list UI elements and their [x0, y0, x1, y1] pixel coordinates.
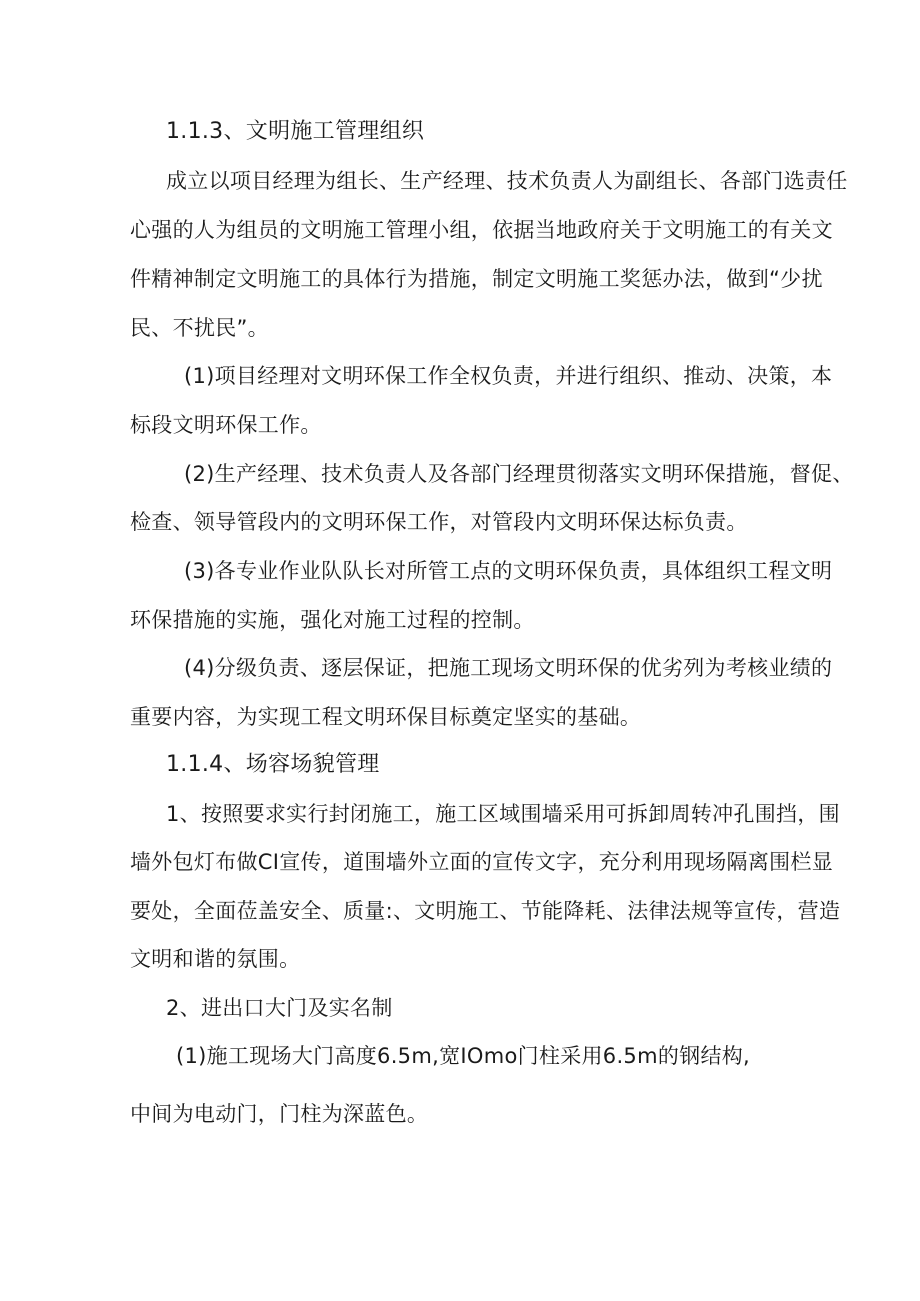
paragraph-line: 心强的人为组员的文明施工管理小组，依据当地政府关于文明施工的有关文	[130, 218, 833, 242]
paragraph-line: 1、按照要求实行封闭施工，施工区域围墙采用可拆卸周转冲孔围挡，围	[166, 802, 840, 826]
subsection-title: 2、进出口大门及实名制	[166, 996, 393, 1020]
paragraph-line: (4)分级负责、逐层保证，把施工现场文明环保的优劣列为考核业绩的	[184, 656, 833, 680]
paragraph-line: 墙外包灯布做CI宣传，道围墙外立面的宣传文字，充分利用现场隔离围栏显	[130, 850, 834, 874]
paragraph-line: 环保措施的实施，强化对施工过程的控制。	[130, 608, 535, 632]
section-heading: 1.1.4、场容场貌管理	[166, 752, 380, 777]
paragraph-line: 要处，全面莅盖安全、质量:、文明施工、节能降耗、法律法规等宣传，营造	[130, 899, 841, 923]
paragraph-line: 文明和谐的氛围。	[130, 947, 301, 971]
paragraph-line: 检查、领导管段内的文明环保工作，对管段内文明环保达标负责。	[130, 510, 748, 534]
paragraph-line: (1)项目经理对文明环保工作全权负责，并进行组织、推动、决策，本	[184, 364, 833, 388]
paragraph-line: 成立以项目经理为组长、生产经理、技术负责人为副组长、各部门选责任	[166, 169, 848, 193]
paragraph-line: (3)各专业作业队队长对所管工点的文明环保负责，具体组织工程文明	[184, 559, 833, 583]
paragraph-line: 重要内容，为实现工程文明环保目标奠定坚实的基础。	[130, 705, 642, 729]
paragraph-line: (1)施工现场大门高度6.5m,宽IOmo门柱采用6.5m的钢结构,	[176, 1044, 751, 1068]
paragraph-line: 标段文明环保工作。	[130, 413, 322, 437]
section-heading: 1.1.3、文明施工管理组织	[166, 119, 425, 144]
paragraph-line: 件精神制定文明施工的具体行为措施，制定文明施工奖惩办法，做到“少扰	[130, 267, 823, 291]
paragraph-line: (2)生产经理、技术负责人及各部门经理贯彻落实文明环保措施，督促、	[184, 462, 854, 486]
paragraph-line: 中间为电动门，门柱为深蓝色。	[130, 1102, 429, 1126]
paragraph-line: 民、不扰民”。	[130, 316, 269, 340]
